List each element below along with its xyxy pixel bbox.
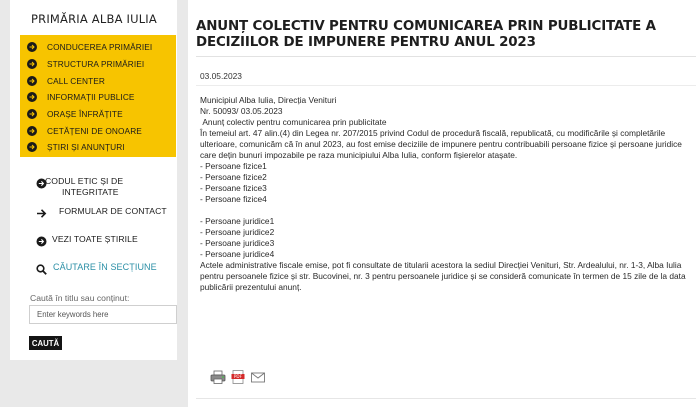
menu-item-stiri[interactable] — [20, 139, 176, 156]
divider — [196, 85, 696, 86]
attachment-link[interactable]: - Persoane fizice2 — [200, 172, 267, 182]
link-section-search-label: CĂUTARE ÎN SECȚIUNE — [53, 262, 157, 272]
arrow-circle-icon — [27, 109, 37, 119]
sidebar — [10, 0, 177, 360]
attachment-link[interactable]: - Persoane fizice4 — [200, 194, 267, 204]
arrow-circle-icon — [27, 59, 37, 69]
menu-item-conducerea[interactable] — [20, 39, 176, 56]
link-all-news-label: VEZI TOATE ȘTIRILE — [52, 234, 138, 244]
divider — [196, 56, 696, 57]
article-date: 03.05.2023 — [200, 71, 242, 81]
link-code-etic-label: CODUL ETIC ȘI DE INTEGRITATE — [45, 176, 124, 197]
page-title: ANUNȚ COLECTIV PENTRU COMUNICAREA PRIN PUBLICITATE A DECIZIILOR DE IMPUNERE PENTRU ANUL 2023 — [196, 19, 656, 50]
pdf-icon[interactable] — [230, 370, 246, 384]
attachment-link[interactable]: - Persoane juridice3 — [200, 238, 275, 248]
attachment-link[interactable]: - Persoane juridice1 — [200, 216, 275, 226]
menu-item-cetateni[interactable] — [20, 122, 176, 139]
divider — [196, 398, 696, 399]
menu-item-orase[interactable] — [20, 106, 176, 123]
menu-item-label: CONDUCEREA PRIMĂRIEI — [47, 42, 153, 53]
spacer — [200, 205, 694, 216]
arrow-circle-icon — [27, 92, 37, 102]
attachment-link[interactable]: - Persoane fizice1 — [200, 161, 267, 171]
link-contact-form-label: FORMULAR DE CONTACT — [59, 206, 167, 216]
share-icons — [210, 370, 266, 384]
arrow-circle-icon — [27, 76, 37, 86]
menu-item-call-center[interactable] — [20, 72, 176, 89]
arrow-circle-icon — [27, 42, 37, 52]
sidebar-menu — [20, 35, 176, 157]
menu-item-structura[interactable] — [20, 56, 176, 73]
menu-item-label: INFORMAȚII PUBLICE — [47, 92, 135, 103]
article-paragraph: În temeiul art. 47 alin.(4) din Legea nr. 207/2015 privind Codul de procedură fiscală, republicată, cu modificările și completările ulterioare, comunicăm că în anul 2023, au fost emise deciziile de impunere pentru contribuabili persoane fizice și persoane juridice care dețin bunuri impozabile pe raza municipiului Alba Iulia, conform fișierelor atașate. — [200, 128, 685, 160]
menu-item-label: ORAȘE ÎNFRĂȚITE — [47, 109, 123, 120]
arrow-circle-icon — [27, 126, 37, 136]
link-section-search[interactable] — [35, 262, 157, 275]
menu-item-label: STRUCTURA PRIMĂRIEI — [47, 59, 145, 70]
link-code-etic[interactable] — [35, 176, 185, 198]
search-icon — [35, 263, 47, 275]
menu-item-informatii[interactable] — [20, 89, 176, 106]
attachment-link[interactable]: - Persoane juridice4 — [200, 249, 275, 259]
search-label: Caută în titlu sau conținut: — [30, 293, 130, 303]
arrow-circle-icon — [35, 235, 47, 247]
arrow-right-icon — [35, 207, 47, 219]
link-contact-form[interactable] — [35, 206, 167, 219]
menu-item-label: CALL CENTER — [47, 75, 105, 86]
svg-text:PDF: PDF — [233, 374, 243, 380]
article-line: Nr. 50093/ 03.05.2023 — [200, 106, 283, 116]
link-all-news[interactable] — [35, 234, 138, 247]
arrow-circle-icon — [27, 142, 37, 152]
article-panel — [188, 0, 700, 407]
sidebar-title: PRIMĂRIA ALBA IULIA — [31, 12, 157, 26]
attachment-link[interactable]: - Persoane fizice3 — [200, 183, 267, 193]
article-paragraph: Actele administrative fiscale emise, pot fi consultate de titularii acestora la sediul Direcției Venituri, Str. Ardealului, nr. 1-3, Alba Iulia pentru persoanele fizice și str. Bucovinei, nr. 3 pentru persoanele juridice și se consideră comunicate în termen de 15 zile de la data publicării prezentului anunț. — [200, 260, 688, 292]
article-line: Anunț colectiv pentru comunicarea prin publicitate — [200, 117, 387, 127]
email-icon[interactable] — [250, 370, 266, 384]
article-line: Municipiul Alba Iulia, Direcția Venituri — [200, 95, 337, 105]
search-button[interactable]: CAUTĂ — [29, 336, 62, 350]
menu-item-label: ȘTIRI ȘI ANUNȚURI — [47, 142, 125, 153]
print-icon[interactable] — [210, 370, 226, 384]
menu-item-label: CETĂȚENI DE ONOARE — [47, 125, 142, 136]
attachment-link[interactable]: - Persoane juridice2 — [200, 227, 275, 237]
search-input[interactable] — [29, 305, 177, 324]
article-body — [200, 95, 694, 293]
